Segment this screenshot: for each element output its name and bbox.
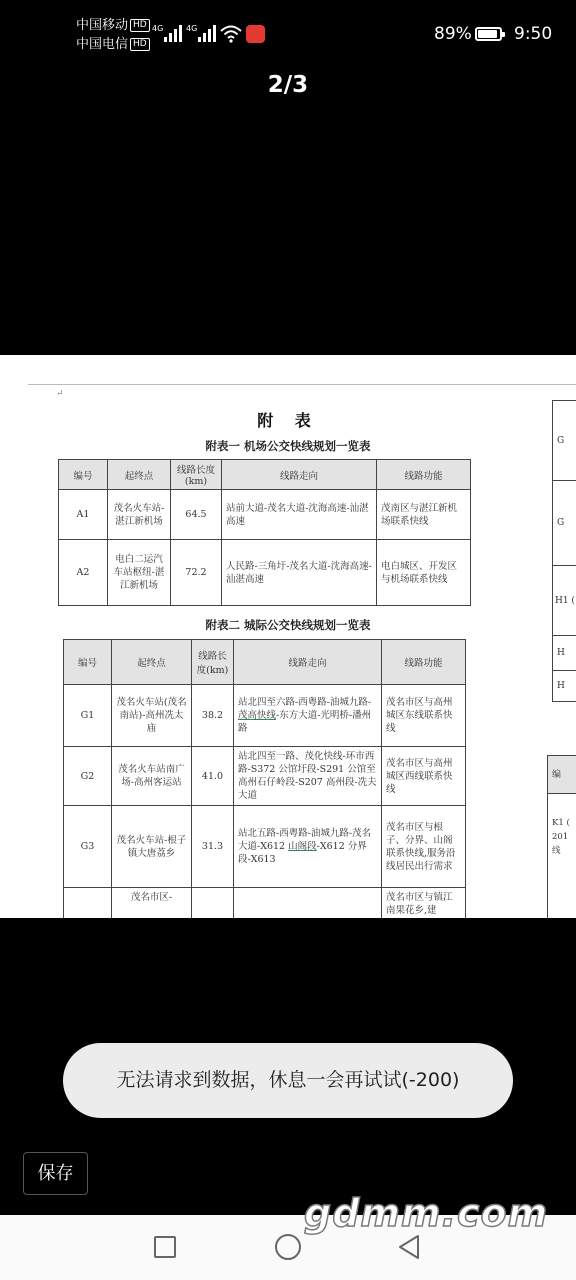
cell-function: 电白城区、开发区与机场联系快线 (377, 540, 471, 606)
table1-header: 线路长度(km) (171, 460, 222, 490)
cell-id: A1 (59, 490, 108, 540)
carrier-1: 中国移动 HD (76, 17, 150, 34)
cell-route: 站北四至六路-西粤路-油城九路-茂高快线-东方大道-光明桥-潘州路 (234, 685, 382, 747)
cell-id: G2 (64, 747, 112, 806)
header-rule (28, 384, 576, 385)
cell-id: G3 (64, 806, 112, 888)
document-image[interactable] (0, 355, 576, 918)
recents-button[interactable] (154, 1236, 176, 1258)
cell-length (192, 888, 234, 919)
cell-endpoints: 茂名市区- (112, 888, 192, 919)
cell-function: 茂名市区与高州城区东线联系快线 (382, 685, 466, 747)
page-indicator: 2/3 (267, 72, 309, 98)
notification-app-icon (246, 25, 265, 43)
cell-endpoints: 电白二运汽车站枢纽-湛江新机场 (108, 540, 171, 606)
cell-route (234, 888, 382, 919)
table-row (64, 806, 466, 888)
home-button[interactable] (275, 1234, 301, 1260)
cell-length: 64.5 (171, 490, 222, 540)
table-row (64, 747, 466, 806)
cell-length: 38.2 (192, 685, 234, 747)
cell-endpoints: 茂名火车站-湛江新机场 (108, 490, 171, 540)
cell-endpoints: 茂名火车站南广场-高州客运站 (112, 747, 192, 806)
table2-header: 线路功能 (382, 640, 466, 685)
table-row (59, 540, 471, 606)
table1 (58, 459, 471, 606)
table2-header: 线路长度(km) (192, 640, 234, 685)
site-watermark: gdmm.com (304, 1191, 549, 1235)
save-button[interactable]: 保存 (23, 1152, 88, 1195)
table-row (64, 888, 466, 919)
table1-header: 起终点 (108, 460, 171, 490)
battery-percent: 89% (434, 24, 472, 44)
table1-header: 线路功能 (377, 460, 471, 490)
back-button[interactable] (396, 1233, 422, 1261)
signal-icon-2 (198, 24, 216, 42)
cell-id: A2 (59, 540, 108, 606)
cell-route: 站北五路-西粤路-油城九路-茂名大道-X612 山阁段-X612 分界段-X613 (234, 806, 382, 888)
cell-route: 站前大道-茂名大道-沈海高速-汕湛高速 (222, 490, 377, 540)
cell-length: 72.2 (171, 540, 222, 606)
cell-id (64, 888, 112, 919)
table1-caption: 附表一 机场公交快线规划一览表 (205, 439, 371, 453)
table1-header: 编号 (59, 460, 108, 490)
clock: 9:50 (514, 24, 553, 44)
right-page-table-fragment-b: 编 K1 ( 201 线 (547, 755, 576, 918)
table1-header: 线路走向 (222, 460, 377, 490)
cell-function: 茂名市区与根子、分界、山阁联系快线,服务沿线居民出行需求 (382, 806, 466, 888)
table2-header: 起终点 (112, 640, 192, 685)
network-type-2: 4G (186, 24, 198, 33)
cell-endpoints: 茂名火车站-根子镇大唐荔乡 (112, 806, 192, 888)
wifi-icon (220, 25, 242, 43)
table2-header: 编号 (64, 640, 112, 685)
signal-icon-1 (164, 24, 182, 42)
cell-function: 茂南区与湛江新机场联系快线 (377, 490, 471, 540)
cell-endpoints: 茂名火车站(茂名南站)-高州冼太庙 (112, 685, 192, 747)
table2-caption: 附表二 城际公交快线规划一览表 (205, 618, 371, 632)
document-title: 附 表 (257, 411, 319, 430)
cell-function: 茂名市区与高州城区西线联系快线 (382, 747, 466, 806)
error-toast: 无法请求到数据，休息一会再试试(-200) (63, 1043, 513, 1118)
cell-route: 人民路-三角圩-茂名大道-沈海高速-汕湛高速 (222, 540, 377, 606)
table2 (63, 639, 466, 918)
carrier-2: 中国电信 HD (76, 36, 150, 53)
cell-length: 41.0 (192, 747, 234, 806)
cell-length: 31.3 (192, 806, 234, 888)
network-type-1: 4G (152, 24, 164, 33)
table-row (59, 490, 471, 540)
battery-icon (475, 27, 502, 41)
cell-id: G1 (64, 685, 112, 747)
right-page-table-fragment: G G H1 ( H H (552, 400, 576, 702)
cell-route: 站北四至一路、茂化快线-环市西路-S372 公馆圩段-S291 公馆至高州石仔岭段-S207 高州段-冼夫大道 (234, 747, 382, 806)
paragraph-mark: ↵ (56, 389, 64, 399)
status-bar (0, 0, 576, 70)
cell-function: 茂名市区与镇江南果花乡,建 (382, 888, 466, 919)
table-row (64, 685, 466, 747)
table2-header: 线路走向 (234, 640, 382, 685)
